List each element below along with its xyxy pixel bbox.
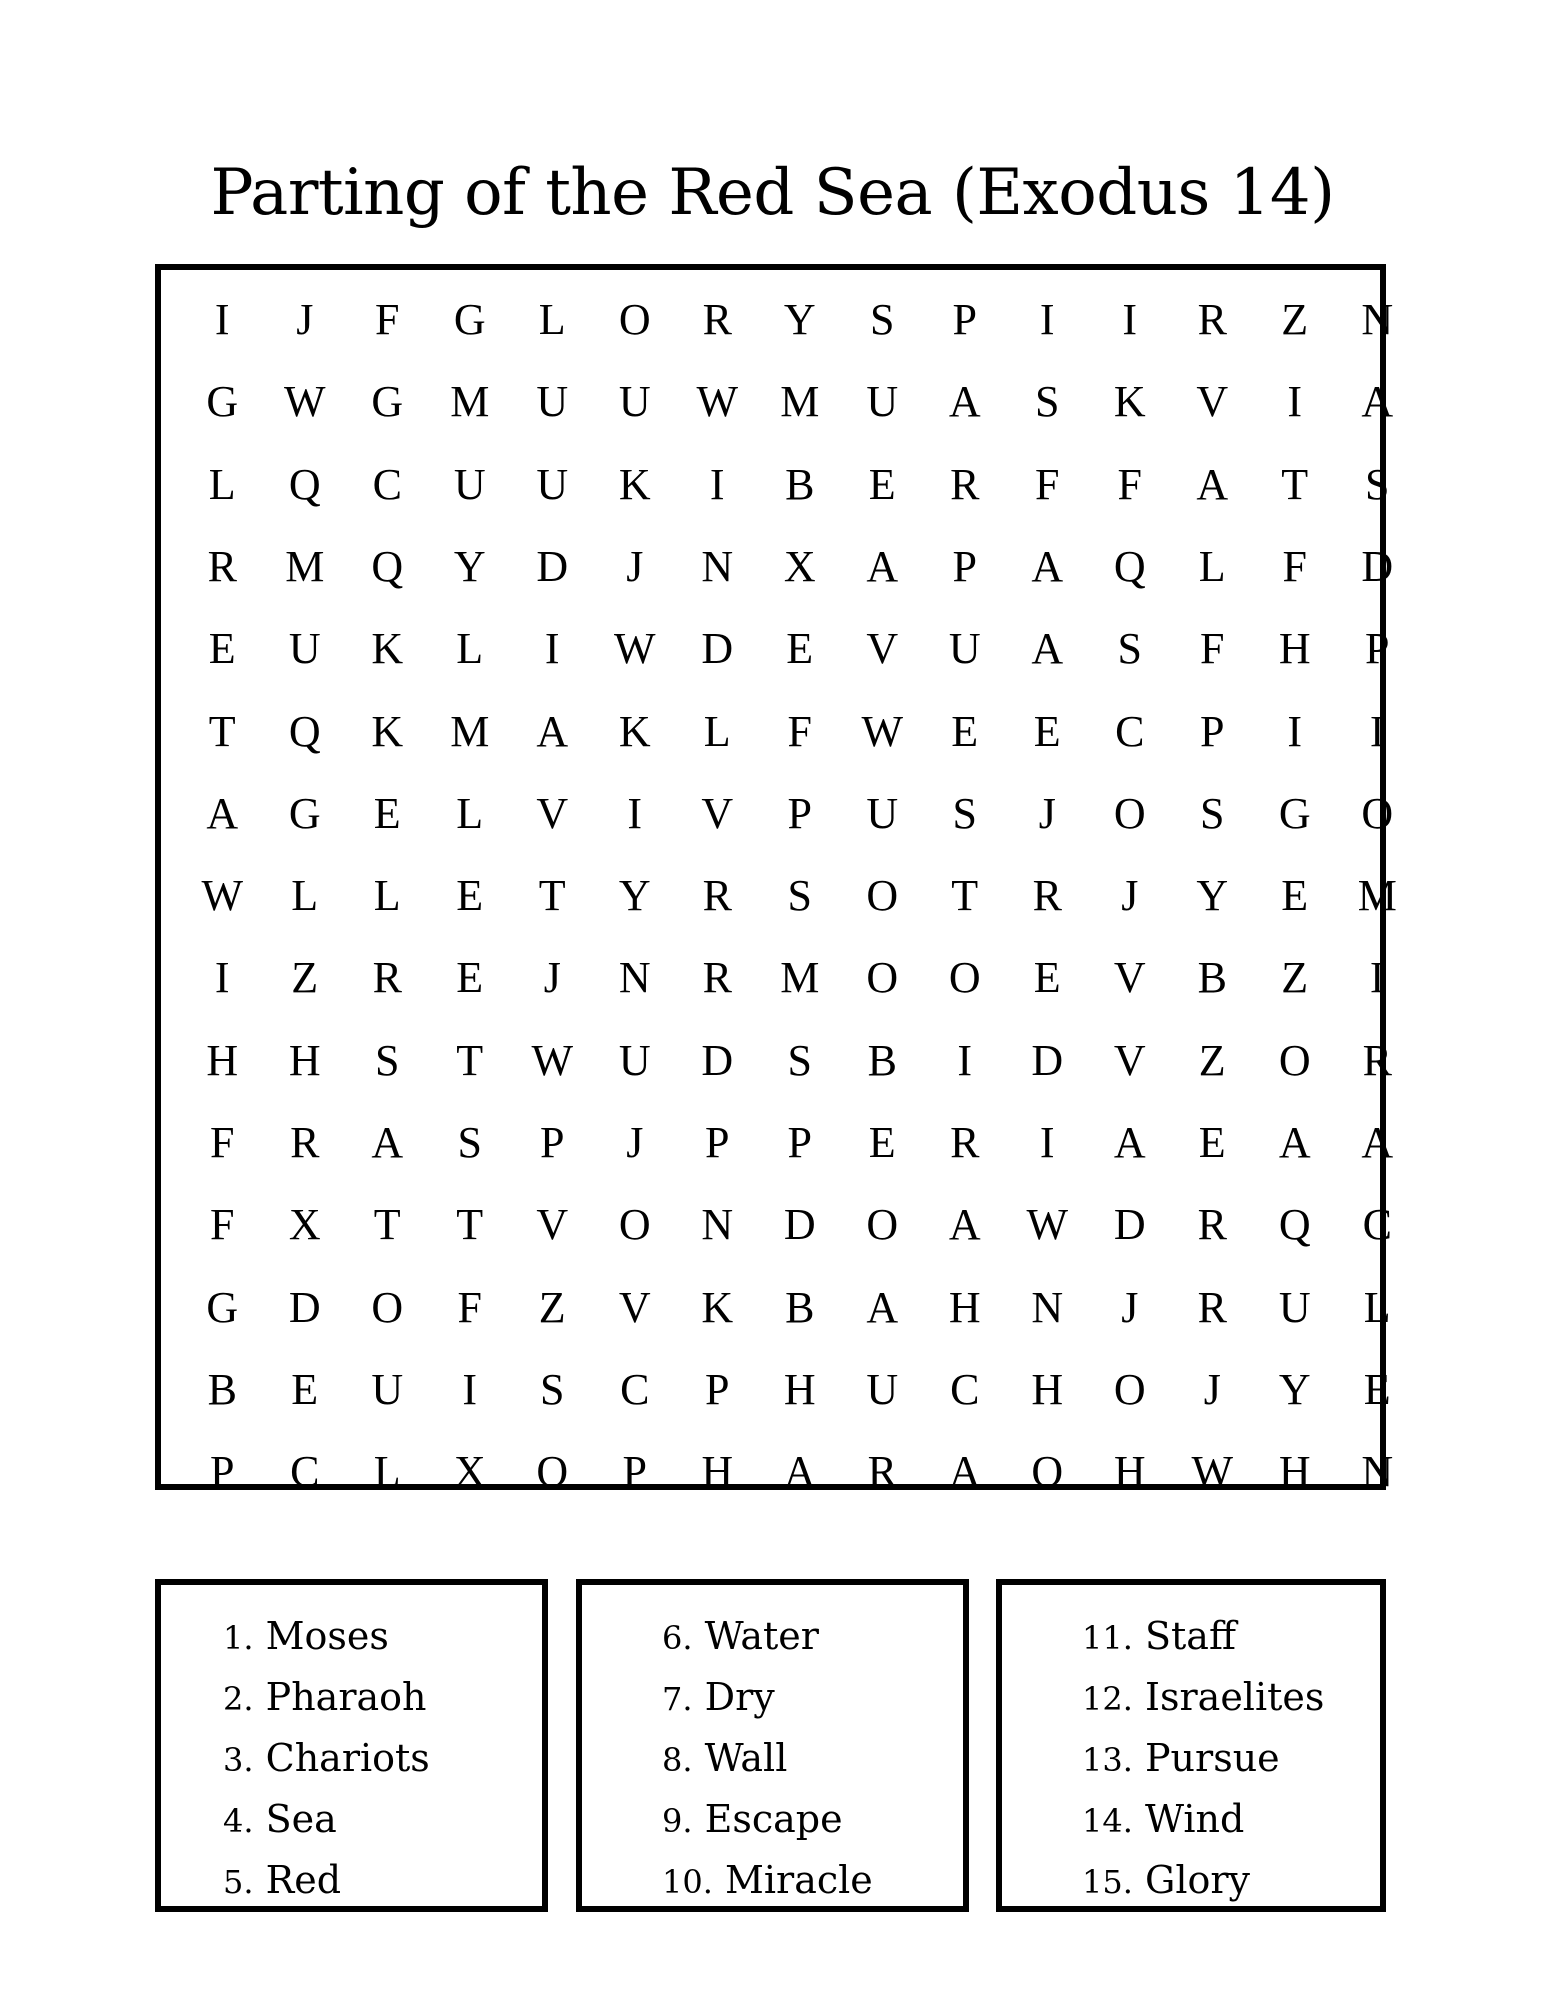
grid-letter[interactable]: L (373, 1447, 401, 1497)
grid-letter[interactable]: B (785, 1282, 815, 1332)
grid-letter[interactable]: F (457, 1282, 482, 1332)
grid-letter[interactable]: J (626, 1118, 644, 1167)
word-list-column-3 (1082, 1607, 1324, 1912)
grid-row (181, 1349, 1391, 1431)
word-list-item (662, 1607, 873, 1668)
grid-letter[interactable]: N (701, 1200, 734, 1250)
grid-letter[interactable]: U (1278, 1282, 1311, 1332)
grid-letter[interactable]: N (1361, 295, 1394, 344)
word-list-item (662, 1851, 873, 1912)
grid-letter[interactable]: T (456, 1035, 484, 1085)
grid-row (181, 526, 1394, 608)
grid-letter[interactable]: P (210, 1447, 235, 1497)
grid-letter[interactable]: L (1198, 541, 1226, 591)
grid-letter[interactable]: U (866, 788, 899, 838)
grid-letter[interactable]: R (702, 953, 732, 1003)
word-list-item (223, 1790, 430, 1851)
grid-letter[interactable]: Z (538, 1282, 566, 1332)
grid-letter[interactable]: O (866, 871, 899, 921)
word-list-box-3 (996, 1579, 1386, 1912)
grid-letter[interactable]: A (536, 706, 569, 756)
grid-letter[interactable]: E (1281, 871, 1309, 921)
grid-letter[interactable]: P (787, 1118, 812, 1167)
grid-letter[interactable]: S (540, 1364, 565, 1414)
grid-letter[interactable]: W (1026, 1200, 1069, 1250)
word-number: 6. (662, 1619, 693, 1657)
grid-letter[interactable]: V (536, 1200, 569, 1250)
grid-letter[interactable]: N (1031, 1282, 1064, 1332)
grid-row (181, 1184, 1392, 1266)
grid-letter[interactable]: U (618, 377, 651, 427)
word-label: Escape (704, 1797, 843, 1841)
grid-letter[interactable]: X (783, 541, 816, 591)
word-label: Glory (1144, 1858, 1251, 1902)
grid-letter[interactable]: R (1032, 871, 1062, 921)
grid-letter[interactable]: J (1038, 788, 1056, 838)
grid-letter[interactable]: U (288, 624, 321, 674)
grid-letter[interactable]: G (288, 788, 321, 838)
grid-letter[interactable]: D (1113, 1200, 1146, 1250)
grid-letter[interactable]: R (702, 871, 732, 921)
grid-letter[interactable]: O (1361, 788, 1394, 838)
grid-letter[interactable]: S (1035, 377, 1060, 427)
grid-letter[interactable]: B (867, 1035, 897, 1085)
grid-letter[interactable]: A (206, 788, 239, 838)
grid-letter[interactable]: K (618, 459, 651, 509)
grid-letter[interactable]: M (1357, 871, 1397, 921)
grid-letter[interactable]: F (1282, 541, 1307, 591)
grid-letter[interactable]: L (456, 788, 484, 838)
grid-letter[interactable]: R (950, 1118, 980, 1167)
word-label: Moses (265, 1614, 389, 1658)
grid-letter[interactable]: I (627, 788, 643, 838)
grid-letter[interactable]: O (618, 1200, 651, 1250)
grid-row (181, 691, 1385, 773)
grid-letter[interactable]: I (1369, 953, 1385, 1003)
grid-letter[interactable]: M (450, 706, 490, 756)
word-label: Dry (704, 1675, 775, 1719)
grid-letter[interactable]: L (208, 459, 236, 509)
word-list-item (1082, 1607, 1324, 1668)
grid-letter[interactable]: D (701, 1035, 734, 1085)
grid-letter[interactable]: T (538, 871, 566, 921)
grid-letter[interactable]: N (1361, 1447, 1394, 1497)
grid-letter[interactable]: P (1200, 706, 1225, 756)
grid-letter[interactable]: R (290, 1118, 320, 1167)
grid-letter[interactable]: A (948, 1447, 981, 1497)
grid-letter[interactable]: G (371, 377, 404, 427)
grid-row (181, 855, 1397, 937)
grid-letter[interactable]: E (868, 1118, 896, 1167)
word-number: 7. (662, 1680, 693, 1718)
grid-letter[interactable]: W (531, 1035, 574, 1085)
word-search-grid-frame (155, 264, 1397, 1497)
grid-letter[interactable]: H (288, 1035, 321, 1085)
grid-letter[interactable]: Y (1196, 871, 1229, 921)
grid-letter[interactable]: M (780, 377, 820, 427)
grid-letter[interactable]: S (1117, 624, 1142, 674)
grid-letter[interactable]: G (206, 1282, 239, 1332)
grid-letter[interactable]: S (787, 1035, 812, 1085)
grid-letter[interactable]: G (206, 377, 239, 427)
grid-letter[interactable]: K (371, 706, 404, 756)
grid-letter[interactable]: W (201, 871, 244, 921)
grid-letter[interactable]: S (1365, 459, 1390, 509)
grid-letter[interactable]: L (373, 871, 401, 921)
grid-letter[interactable]: M (450, 377, 490, 427)
page-title: Parting of the Red Sea (Exodus 14) (210, 156, 1335, 230)
grid-row (181, 1020, 1392, 1102)
grid-letter[interactable]: I (1039, 295, 1055, 344)
grid-letter[interactable]: S (870, 295, 895, 344)
grid-letter[interactable]: F (1200, 624, 1225, 674)
grid-letter[interactable]: H (1031, 1364, 1064, 1414)
grid-row (181, 279, 1394, 361)
word-list-column-1 (223, 1607, 430, 1912)
grid-letter[interactable]: P (952, 541, 977, 591)
grid-letter[interactable]: A (1361, 1118, 1394, 1167)
word-label: Pursue (1144, 1736, 1280, 1780)
grid-letter[interactable]: H (1278, 1447, 1311, 1497)
grid-letter[interactable]: H (1278, 624, 1311, 674)
grid-letter[interactable]: A (948, 1200, 981, 1250)
grid-letter[interactable]: V (1196, 377, 1229, 427)
grid-letter[interactable]: T (951, 871, 979, 921)
grid-letter[interactable]: Z (291, 953, 319, 1003)
grid-letter[interactable]: U (371, 1364, 404, 1414)
grid-letter[interactable]: S (952, 788, 977, 838)
word-number: 11. (1082, 1619, 1133, 1657)
grid-letter[interactable]: T (456, 1200, 484, 1250)
grid-letter[interactable]: M (285, 541, 325, 591)
grid-letter[interactable]: Y (453, 541, 486, 591)
grid-letter[interactable]: S (457, 1118, 482, 1167)
grid-letter[interactable]: Y (783, 295, 816, 344)
grid-letter[interactable]: Y (618, 871, 651, 921)
grid-letter[interactable]: G (453, 295, 486, 344)
grid-letter[interactable]: A (948, 377, 981, 427)
grid-row (181, 1102, 1394, 1184)
word-label: Water (704, 1614, 819, 1658)
grid-letter[interactable]: E (868, 459, 896, 509)
grid-letter[interactable]: I (544, 624, 560, 674)
grid-letter[interactable]: E (1198, 1118, 1226, 1167)
grid-letter[interactable]: S (1200, 788, 1225, 838)
grid-letter[interactable]: A (1031, 624, 1064, 674)
grid-letter[interactable]: R (1197, 1200, 1227, 1250)
word-label: Israelites (1144, 1675, 1325, 1719)
grid-letter[interactable]: F (787, 706, 812, 756)
grid-letter[interactable]: R (372, 953, 402, 1003)
grid-letter[interactable]: H (701, 1447, 734, 1497)
grid-letter[interactable]: P (622, 1447, 647, 1497)
grid-letter[interactable]: R (1362, 1035, 1392, 1085)
grid-letter[interactable]: F (210, 1118, 235, 1167)
grid-letter[interactable]: H (783, 1364, 816, 1414)
grid-letter[interactable]: T (373, 1200, 401, 1250)
word-list-item (1082, 1851, 1324, 1912)
grid-letter[interactable]: O (948, 953, 981, 1003)
grid-letter[interactable]: C (620, 1364, 650, 1414)
grid-letter[interactable]: E (291, 1364, 319, 1414)
grid-letter[interactable]: I (214, 295, 230, 344)
grid-letter[interactable]: W (1191, 1447, 1234, 1497)
grid-letter[interactable]: E (208, 624, 236, 674)
grid-letter[interactable]: I (709, 459, 725, 509)
word-list-item (223, 1668, 430, 1729)
grid-letter[interactable]: O (866, 953, 899, 1003)
grid-letter[interactable]: B (1197, 953, 1227, 1003)
grid-letter[interactable]: I (957, 1035, 973, 1085)
grid-letter[interactable]: H (206, 1035, 239, 1085)
grid-letter[interactable]: V (866, 624, 899, 674)
grid-letter[interactable]: J (1121, 871, 1139, 921)
word-number: 2. (223, 1680, 254, 1718)
word-label: Wall (704, 1736, 788, 1780)
grid-letter[interactable]: Z (1281, 953, 1309, 1003)
grid-letter[interactable]: F (375, 295, 400, 344)
grid-letter[interactable]: D (536, 541, 569, 591)
grid-letter[interactable]: R (950, 459, 980, 509)
word-label: Chariots (265, 1736, 430, 1780)
grid-letter[interactable]: U (453, 459, 486, 509)
grid-letter[interactable]: S (787, 871, 812, 921)
grid-letter[interactable]: O (1278, 1035, 1311, 1085)
grid-letter[interactable]: V (701, 788, 734, 838)
grid-letter[interactable]: A (1196, 459, 1229, 509)
word-number: 5. (223, 1863, 254, 1901)
grid-letter[interactable]: W (696, 377, 739, 427)
grid-letter[interactable]: G (1278, 788, 1311, 838)
grid-letter[interactable]: X (453, 1447, 486, 1497)
word-label: Red (265, 1858, 342, 1902)
grid-letter[interactable]: Q (288, 459, 321, 509)
grid-letter[interactable]: Q (288, 706, 321, 756)
grid-letter[interactable]: R (702, 295, 732, 344)
word-list-box-1 (155, 1579, 548, 1912)
grid-letter[interactable]: D (1031, 1035, 1064, 1085)
word-list-item (1082, 1668, 1324, 1729)
grid-letter[interactable]: E (456, 871, 484, 921)
word-search-grid (161, 270, 1397, 1497)
word-number: 3. (223, 1741, 254, 1779)
grid-letter[interactable]: K (701, 1282, 734, 1332)
grid-letter[interactable]: C (950, 1364, 980, 1414)
grid-letter[interactable]: P (540, 1118, 565, 1167)
grid-letter[interactable]: U (618, 1035, 651, 1085)
grid-letter[interactable]: K (1113, 377, 1146, 427)
grid-letter[interactable]: Q (1278, 1200, 1311, 1250)
grid-letter[interactable]: N (618, 953, 651, 1003)
grid-letter[interactable]: O (1031, 1447, 1064, 1497)
grid-letter[interactable]: O (866, 1200, 899, 1250)
grid-letter[interactable]: E (456, 953, 484, 1003)
grid-letter[interactable]: E (373, 788, 401, 838)
grid-letter[interactable]: Y (1278, 1364, 1311, 1414)
grid-letter[interactable]: V (618, 1282, 651, 1332)
grid-letter[interactable]: C (1115, 706, 1145, 756)
grid-letter[interactable]: Q (371, 541, 404, 591)
grid-letter[interactable]: F (1035, 459, 1060, 509)
grid-letter[interactable]: U (866, 377, 899, 427)
grid-row (181, 937, 1385, 1019)
grid-letter[interactable]: Z (1198, 1035, 1226, 1085)
grid-letter[interactable]: L (456, 624, 484, 674)
grid-letter[interactable]: A (783, 1447, 816, 1497)
word-list-item (1082, 1729, 1324, 1790)
word-number: 10. (662, 1863, 713, 1901)
grid-letter[interactable]: J (1121, 1282, 1139, 1332)
grid-row (181, 444, 1390, 526)
grid-letter[interactable]: I (1369, 706, 1385, 756)
word-label: Sea (265, 1797, 337, 1841)
grid-letter[interactable]: I (1287, 706, 1303, 756)
grid-letter[interactable]: R (1197, 295, 1227, 344)
word-number: 1. (223, 1619, 254, 1657)
grid-letter[interactable]: H (948, 1282, 981, 1332)
grid-letter[interactable]: J (626, 541, 644, 591)
grid-letter[interactable]: C (290, 1447, 320, 1497)
grid-letter[interactable]: O (1113, 788, 1146, 838)
grid-letter[interactable]: P (705, 1364, 730, 1414)
word-label: Wind (1144, 1797, 1245, 1841)
grid-letter[interactable]: N (701, 541, 734, 591)
grid-letter[interactable]: C (372, 459, 402, 509)
grid-letter[interactable]: U (866, 1364, 899, 1414)
grid-letter[interactable]: I (462, 1364, 478, 1414)
grid-letter[interactable]: T (1281, 459, 1309, 509)
grid-letter[interactable]: W (613, 624, 656, 674)
grid-letter[interactable]: E (1033, 953, 1061, 1003)
grid-letter[interactable]: L (1363, 1282, 1391, 1332)
grid-letter[interactable]: U (948, 624, 981, 674)
grid-letter[interactable]: P (1365, 624, 1390, 674)
grid-letter[interactable]: A (1278, 1118, 1311, 1167)
word-list-item (223, 1851, 430, 1912)
grid-letter[interactable]: R (1197, 1282, 1227, 1332)
grid-letter[interactable]: K (618, 706, 651, 756)
word-list-item (662, 1668, 873, 1729)
grid-letter[interactable]: K (371, 624, 404, 674)
grid-letter[interactable]: B (785, 459, 815, 509)
grid-letter[interactable]: A (1361, 377, 1394, 427)
word-number: 12. (1082, 1680, 1133, 1718)
grid-row (181, 1431, 1394, 1513)
grid-letter[interactable]: V (1113, 953, 1146, 1003)
word-number: 15. (1082, 1863, 1133, 1901)
grid-row (181, 608, 1390, 690)
word-list-item (223, 1607, 430, 1668)
grid-letter[interactable]: M (780, 953, 820, 1003)
word-label: Pharaoh (265, 1675, 427, 1719)
grid-letter[interactable]: E (1363, 1364, 1391, 1414)
grid-letter[interactable]: J (296, 295, 314, 344)
grid-letter[interactable]: E (1033, 706, 1061, 756)
grid-row (181, 1267, 1391, 1349)
grid-letter[interactable]: U (536, 377, 569, 427)
grid-letter[interactable]: D (701, 624, 734, 674)
word-list-item (662, 1790, 873, 1851)
grid-letter[interactable]: F (1117, 459, 1142, 509)
grid-letter[interactable]: A (1113, 1118, 1146, 1167)
grid-letter[interactable]: W (861, 706, 904, 756)
grid-letter[interactable]: E (786, 624, 814, 674)
grid-letter[interactable]: P (952, 295, 977, 344)
grid-letter[interactable]: R (207, 541, 237, 591)
grid-letter[interactable]: O (371, 1282, 404, 1332)
grid-letter[interactable]: D (288, 1282, 321, 1332)
word-list-item (223, 1729, 430, 1790)
grid-letter[interactable]: O (536, 1447, 569, 1497)
grid-letter[interactable]: A (1031, 541, 1064, 591)
grid-row (181, 773, 1394, 855)
grid-letter[interactable]: S (375, 1035, 400, 1085)
grid-letter[interactable]: T (208, 706, 236, 756)
grid-letter[interactable]: I (1039, 1118, 1055, 1167)
word-label: Miracle (724, 1858, 873, 1902)
grid-letter[interactable]: C (1362, 1200, 1392, 1250)
grid-letter[interactable]: I (214, 953, 230, 1003)
grid-letter[interactable]: I (1287, 377, 1303, 427)
grid-letter[interactable]: R (867, 1447, 897, 1497)
grid-letter[interactable]: D (783, 1200, 816, 1250)
grid-letter[interactable]: A (866, 1282, 899, 1332)
word-list-item (662, 1729, 873, 1790)
grid-letter[interactable]: V (1113, 1035, 1146, 1085)
word-list-box-2 (576, 1579, 969, 1912)
grid-letter[interactable]: J (543, 953, 561, 1003)
grid-letter[interactable]: O (618, 295, 651, 344)
grid-letter[interactable]: B (207, 1364, 237, 1414)
word-number: 8. (662, 1741, 693, 1779)
grid-letter[interactable]: O (1113, 1364, 1146, 1414)
grid-letter[interactable]: A (371, 1118, 404, 1167)
grid-letter[interactable]: L (291, 871, 319, 921)
grid-letter[interactable]: P (787, 788, 812, 838)
word-number: 13. (1082, 1741, 1133, 1779)
grid-letter[interactable]: Z (1281, 295, 1309, 344)
grid-letter[interactable]: L (538, 295, 566, 344)
grid-letter[interactable]: X (288, 1200, 321, 1250)
grid-letter[interactable]: P (705, 1118, 730, 1167)
word-number: 14. (1082, 1802, 1133, 1840)
word-list-item (1082, 1790, 1324, 1851)
grid-letter[interactable]: D (1361, 541, 1394, 591)
word-number: 4. (223, 1802, 254, 1840)
word-number: 9. (662, 1802, 693, 1840)
word-label: Staff (1144, 1614, 1236, 1658)
grid-row (181, 361, 1394, 443)
word-list-column-2 (662, 1607, 873, 1912)
grid-letter[interactable]: U (536, 459, 569, 509)
grid-letter[interactable]: W (283, 377, 326, 427)
grid-letter[interactable]: E (951, 706, 979, 756)
grid-letter[interactable]: J (1203, 1364, 1221, 1414)
grid-letter[interactable]: F (210, 1200, 235, 1250)
grid-letter[interactable]: L (703, 706, 731, 756)
grid-letter[interactable]: I (1122, 295, 1138, 344)
grid-letter[interactable]: Q (1113, 541, 1146, 591)
grid-letter[interactable]: H (1113, 1447, 1146, 1497)
grid-letter[interactable]: A (866, 541, 899, 591)
grid-letter[interactable]: V (536, 788, 569, 838)
